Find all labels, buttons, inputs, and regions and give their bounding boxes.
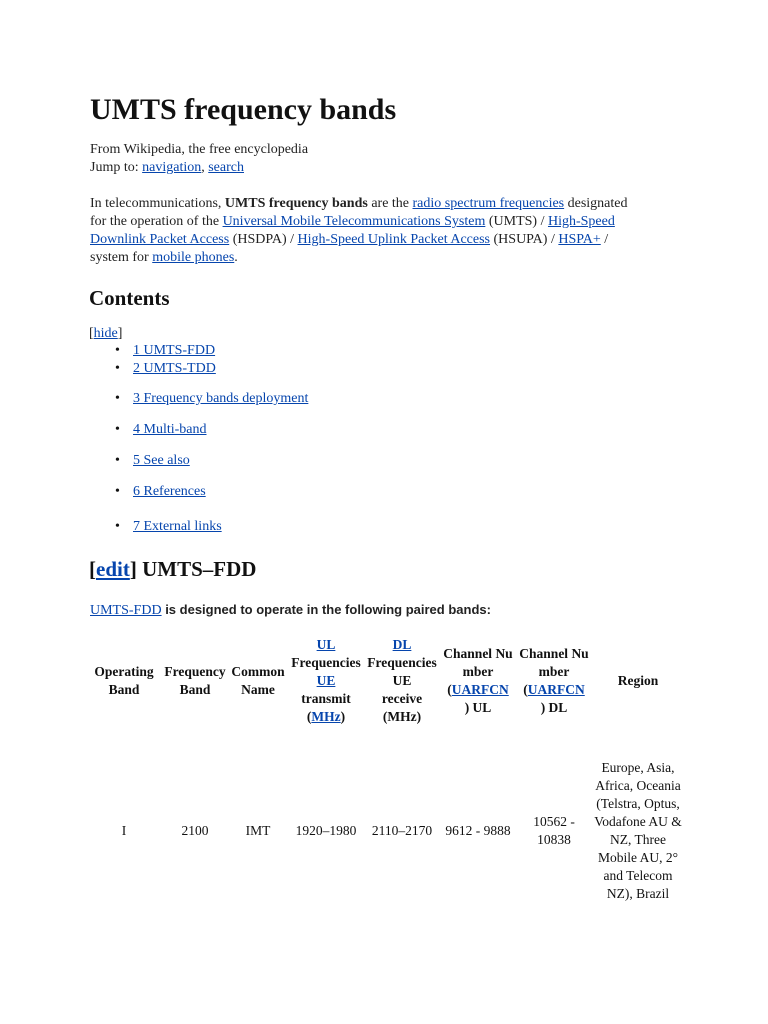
- intro-text: (UMTS) /: [485, 214, 548, 229]
- header-text: ): [340, 709, 346, 724]
- tagline: From Wikipedia, the free encyclopedia: [90, 142, 309, 157]
- uarfcn-ul-link[interactable]: UARFCN: [451, 682, 509, 697]
- intro-line-3: [90, 231, 608, 249]
- cell-channel-ul: 9612 - 9888: [445, 823, 511, 838]
- search-link[interactable]: search: [208, 160, 244, 175]
- bullet-icon: •: [115, 453, 120, 468]
- header-text: transmit: [301, 691, 351, 706]
- toc-link-umts-fdd[interactable]: 1 UMTS-FDD: [133, 343, 216, 358]
- hspa-plus-link[interactable]: HSPA+: [558, 232, 601, 247]
- bullet-icon: •: [115, 361, 120, 376]
- header-frequency-band: Frequency Band: [164, 664, 226, 697]
- toc-item: [115, 391, 308, 407]
- intro-text: are the: [367, 196, 413, 211]
- contents-heading: Contents: [89, 286, 170, 310]
- toc-toggle: [89, 325, 122, 343]
- intro-line-4: [90, 249, 238, 267]
- section-title: UMTS–FDD: [136, 557, 257, 581]
- intro-text: system for: [90, 250, 153, 265]
- edit-section-link[interactable]: edit: [96, 557, 130, 581]
- intro-text: /: [600, 232, 609, 247]
- mhz-link[interactable]: MHz: [311, 709, 341, 724]
- intro-line-2: [90, 213, 615, 231]
- header-text: Frequencies UE: [367, 655, 437, 688]
- hsdpa-link-part1[interactable]: High-Speed: [547, 214, 615, 229]
- toc-item: [115, 519, 222, 535]
- header-ul-frequencies: [288, 636, 364, 726]
- bullet-icon: •: [115, 519, 120, 534]
- section-intro: [90, 601, 491, 620]
- header-text: ) DL: [540, 700, 568, 715]
- intro-text: (HSUPA) /: [490, 232, 559, 247]
- intro-text: designated: [564, 196, 628, 211]
- dl-link[interactable]: DL: [392, 637, 412, 652]
- cell-dl-frequencies: 2110–2170: [371, 823, 433, 838]
- header-text: ) UL: [464, 700, 492, 715]
- toc-item: [115, 453, 190, 469]
- cell-operating-band: I: [121, 823, 127, 838]
- toc-item: [115, 484, 206, 500]
- bullet-icon: •: [115, 343, 120, 358]
- table-row: [86, 726, 684, 936]
- intro-line-1: [90, 195, 628, 213]
- header-operating-band: Operating Band: [94, 664, 154, 697]
- header-text: Frequencies: [291, 655, 361, 670]
- intro-bold-term: UMTS frequency bands: [224, 196, 368, 211]
- ul-link[interactable]: UL: [316, 637, 336, 652]
- bullet-icon: •: [115, 391, 120, 406]
- ue-link[interactable]: UE: [316, 673, 336, 688]
- header-common-name: Common Name: [231, 664, 285, 697]
- intro-text: (HSDPA) /: [229, 232, 298, 247]
- mobile-phones-link[interactable]: mobile phones: [152, 250, 235, 265]
- header-text: (: [306, 709, 312, 724]
- header-text: Channel Number: [443, 646, 513, 679]
- page-title: UMTS frequency bands: [90, 93, 397, 126]
- header-text: receive: [381, 691, 423, 706]
- toc-item: [115, 422, 207, 438]
- intro-text: In telecommunications,: [90, 196, 225, 211]
- jump-links: [90, 159, 244, 177]
- cell-channel-dl: 10562 - 10838: [533, 814, 575, 847]
- intro-text: .: [234, 250, 238, 265]
- toc-link-umts-tdd[interactable]: 2 UMTS-TDD: [133, 361, 216, 376]
- jump-prefix: Jump to:: [90, 160, 143, 175]
- toc-link-deployment[interactable]: 3 Frequency bands deployment: [133, 391, 309, 406]
- toc-link-see-also[interactable]: 5 See also: [133, 453, 190, 468]
- header-channel-number-dl: [516, 636, 592, 726]
- cell-region: Europe, Asia, Africa, Oceania (Telstra, Optus, Vodafone AU & NZ, Three Mobile AU, 2° and Telecom NZ), Brazil: [594, 760, 682, 901]
- frequency-bands-table: [86, 636, 684, 936]
- radio-spectrum-link[interactable]: radio spectrum frequencies: [412, 196, 565, 211]
- toc-link-external-links[interactable]: 7 External links: [133, 519, 222, 534]
- umts-fdd-link[interactable]: UMTS-FDD: [90, 603, 162, 618]
- section-heading-umts-fdd: [89, 557, 256, 582]
- hsupa-link[interactable]: High-Speed Uplink Packet Access: [297, 232, 491, 247]
- navigation-link[interactable]: navigation: [142, 160, 202, 175]
- toc-item: [115, 361, 216, 377]
- table-header-row: [86, 636, 684, 726]
- bullet-icon: •: [115, 484, 120, 499]
- cell-frequency-band: 2100: [181, 823, 209, 838]
- hsdpa-link-part2[interactable]: Downlink Packet Access: [90, 232, 230, 247]
- bullet-icon: •: [115, 422, 120, 437]
- header-channel-number-ul: [440, 636, 516, 726]
- bracket: [: [89, 326, 94, 341]
- toc-link-multi-band[interactable]: 4 Multi-band: [133, 422, 207, 437]
- hide-toc-link[interactable]: hide: [93, 326, 118, 341]
- toc-link-references[interactable]: 6 References: [133, 484, 206, 499]
- cell-ul-frequencies: 1920–1980: [295, 823, 357, 838]
- cell-common-name: IMT: [245, 823, 271, 838]
- toc-item: [115, 343, 215, 359]
- header-text: (: [523, 682, 528, 697]
- header-dl-frequencies: [364, 636, 440, 726]
- header-text: (: [447, 682, 452, 697]
- intro-text: for the operation of the: [90, 214, 223, 229]
- header-text: (MHz): [382, 709, 422, 724]
- jump-separator: ,: [201, 160, 209, 175]
- header-region: Region: [617, 673, 659, 688]
- section-intro-text: is designed to operate in the following paired bands:: [161, 602, 491, 617]
- uarfcn-dl-link[interactable]: UARFCN: [527, 682, 585, 697]
- bracket: ]: [129, 557, 137, 581]
- bracket: ]: [117, 326, 123, 341]
- bracket: [: [89, 557, 96, 581]
- umts-link[interactable]: Universal Mobile Telecommunications System: [222, 214, 486, 229]
- header-text: Channel Number: [519, 646, 589, 679]
